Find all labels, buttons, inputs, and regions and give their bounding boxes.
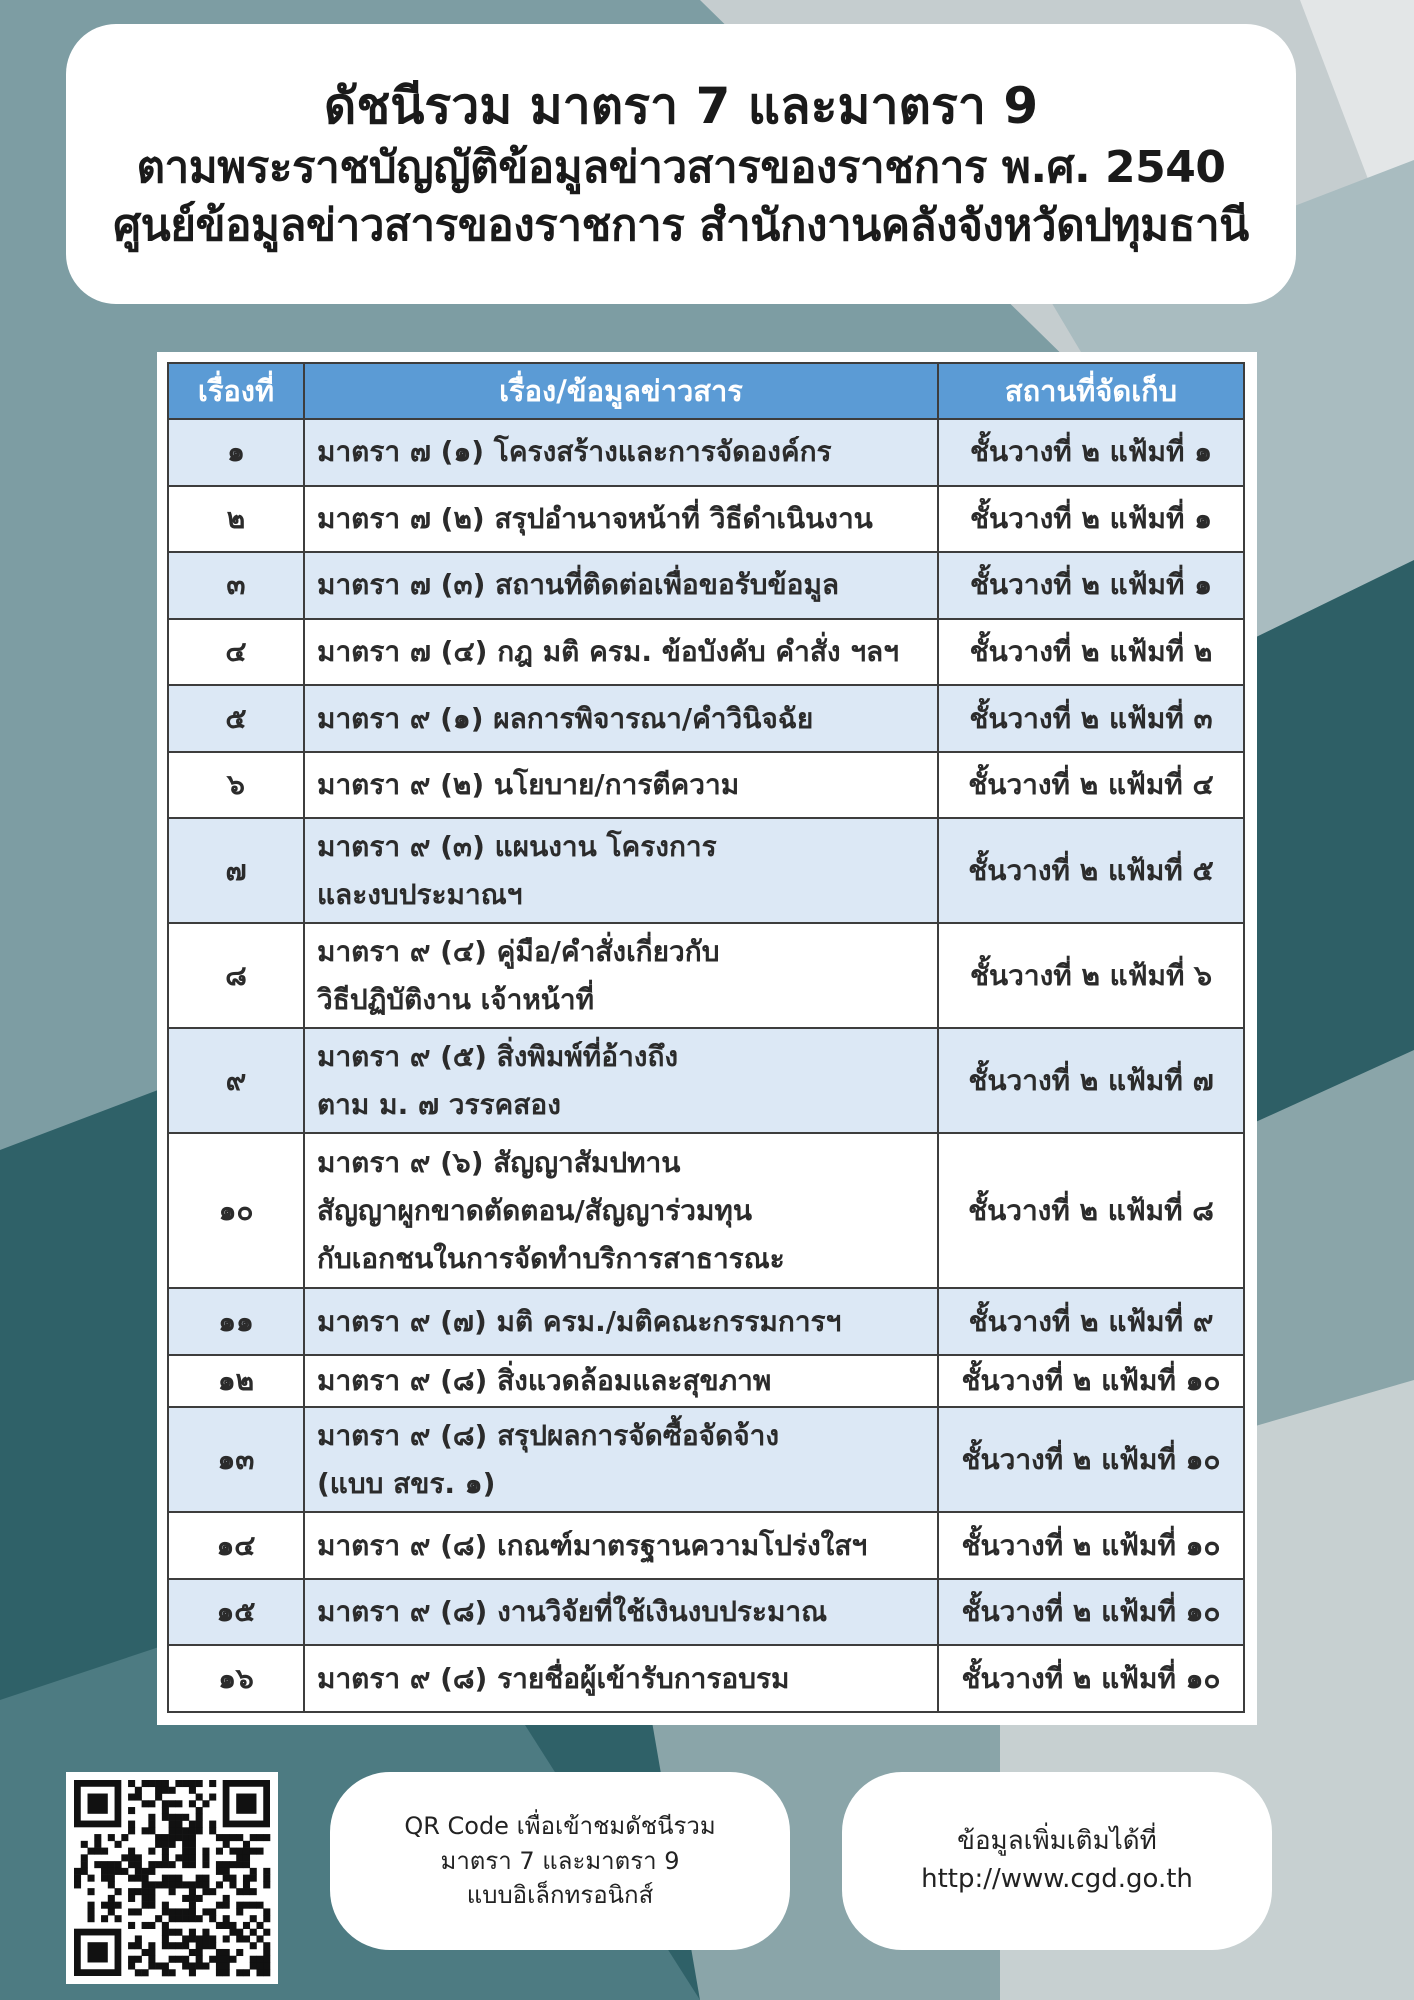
row-location: ชั้นวางที่ ๒ แฟ้มที่ ๑: [938, 419, 1244, 486]
row-topic: [304, 1028, 938, 1133]
row-location: ชั้นวางที่ ๒ แฟ้มที่ ๑๐: [938, 1512, 1244, 1579]
row-number: ๑๓: [168, 1407, 304, 1512]
qr-caption-line-2: มาตรา 7 และมาตรา 9: [440, 1846, 680, 1875]
index-table: [167, 362, 1245, 1713]
row-number: ๕: [168, 685, 304, 752]
row-number: ๗: [168, 818, 304, 923]
row-topic-line: มาตรา ๙ (๗) มติ ครม./มติคณะกรรมการฯ: [317, 1304, 842, 1338]
row-topic-line: มาตรา ๙ (๘) รายชื่อผู้เข้ารับการอบรม: [317, 1661, 790, 1695]
qr-code[interactable]: [66, 1772, 278, 1984]
row-location: ชั้นวางที่ ๒ แฟ้มที่ ๓: [938, 685, 1244, 752]
qr-code-image: [66, 1772, 278, 1984]
row-topic: [304, 1407, 938, 1512]
qr-caption-line-3: แบบอิเล็กทรอนิกส์: [466, 1881, 654, 1910]
row-topic-line: มาตรา ๙ (๕) สิ่งพิมพ์ที่อ้างถึง: [317, 1039, 679, 1073]
table-row: [168, 552, 1244, 619]
row-number: ๘: [168, 923, 304, 1028]
table-row: [168, 1133, 1244, 1288]
table-row: [168, 1407, 1244, 1512]
row-topic: [304, 818, 938, 923]
more-info-label: ข้อมูลเพิ่มเติมได้ที่: [957, 1826, 1157, 1857]
row-topic: [304, 685, 938, 752]
row-topic-line: มาตรา ๗ (๓) สถานที่ติดต่อเพื่อขอรับข้อมูล: [317, 568, 840, 602]
row-number: ๔: [168, 619, 304, 686]
row-topic: [304, 552, 938, 619]
row-number: ๒: [168, 486, 304, 553]
header-topic: เรื่อง/ข้อมูลข่าวสาร: [304, 363, 938, 419]
row-location: ชั้นวางที่ ๒ แฟ้มที่ ๒: [938, 619, 1244, 686]
row-topic: [304, 1355, 938, 1407]
row-topic-line: กับเอกชนในการจัดทำบริการสาธารณะ: [317, 1241, 785, 1275]
row-location: ชั้นวางที่ ๒ แฟ้มที่ ๑๐: [938, 1579, 1244, 1646]
row-topic-line: (แบบ สขร. ๑): [317, 1466, 496, 1500]
header-location: สถานที่จัดเก็บ: [938, 363, 1244, 419]
title-line-2: ตามพระราชบัญญัติข้อมูลข่าวสารของราชการ พ.ศ. 2540: [136, 142, 1226, 194]
more-info-card: [842, 1772, 1272, 1950]
row-number: ๑๕: [168, 1579, 304, 1646]
table-row: [168, 923, 1244, 1028]
row-topic-line: มาตรา ๙ (๓) แผนงาน โครงการ: [317, 829, 717, 863]
row-topic: [304, 1512, 938, 1579]
row-location: ชั้นวางที่ ๒ แฟ้มที่ ๑๐: [938, 1355, 1244, 1407]
more-info-link[interactable]: http://www.cgd.go.th: [921, 1864, 1193, 1894]
title-card: [66, 24, 1296, 304]
row-location: ชั้นวางที่ ๒ แฟ้มที่ ๗: [938, 1028, 1244, 1133]
row-topic-line: มาตรา ๙ (๑) ผลการพิจารณา/คำวินิจฉัย: [317, 701, 814, 735]
row-topic-line: และงบประมาณฯ: [317, 877, 523, 911]
row-number: ๑๖: [168, 1645, 304, 1712]
title-line-3: ศูนย์ข้อมูลข่าวสารของราชการ สำนักงานคลังจังหวัดปทุมธานี: [113, 199, 1249, 251]
row-topic-line: สัญญาผูกขาดตัดตอน/สัญญาร่วมทุน: [317, 1193, 753, 1227]
table-header-row: [168, 363, 1244, 419]
row-number: ๑๐: [168, 1133, 304, 1288]
table-row: [168, 818, 1244, 923]
table-row: [168, 1288, 1244, 1355]
row-number: ๖: [168, 752, 304, 819]
row-topic-line: มาตรา ๙ (๘) สิ่งแวดล้อมและสุขภาพ: [317, 1364, 772, 1398]
row-topic-line: มาตรา ๗ (๔) กฎ มติ ครม. ข้อบังคับ คำสั่ง ฯลฯ: [317, 634, 899, 668]
row-topic: [304, 486, 938, 553]
qr-caption-line-1: QR Code เพื่อเข้าชมดัชนีรวม: [404, 1811, 716, 1840]
row-topic: [304, 1133, 938, 1288]
row-number: ๓: [168, 552, 304, 619]
row-location: ชั้นวางที่ ๒ แฟ้มที่ ๖: [938, 923, 1244, 1028]
table-row: [168, 619, 1244, 686]
row-topic-line: มาตรา ๙ (๘) งานวิจัยที่ใช้เงินงบประมาณ: [317, 1595, 828, 1629]
row-topic: [304, 619, 938, 686]
row-topic-line: มาตรา ๗ (๒) สรุปอำนาจหน้าที่ วิธีดำเนินงาน: [317, 501, 873, 535]
row-topic-line: มาตรา ๗ (๑) โครงสร้างและการจัดองค์กร: [317, 435, 832, 469]
header-number: เรื่องที่: [168, 363, 304, 419]
row-location: ชั้นวางที่ ๒ แฟ้มที่ ๙: [938, 1288, 1244, 1355]
table-row: [168, 1579, 1244, 1646]
table-row: [168, 486, 1244, 553]
row-topic-line: ตาม ม. ๗ วรรคสอง: [317, 1087, 561, 1121]
row-topic-line: มาตรา ๙ (๔) คู่มือ/คำสั่งเกี่ยวกับ: [317, 934, 720, 968]
row-number: ๑๒: [168, 1355, 304, 1407]
row-topic: [304, 752, 938, 819]
row-number: ๙: [168, 1028, 304, 1133]
row-topic-line: วิธีปฏิบัติงาน เจ้าหน้าที่: [317, 982, 595, 1016]
index-table-panel: [157, 352, 1257, 1725]
row-number: ๑: [168, 419, 304, 486]
qr-caption-card: [330, 1772, 790, 1950]
row-location: ชั้นวางที่ ๒ แฟ้มที่ ๔: [938, 752, 1244, 819]
row-number: ๑๑: [168, 1288, 304, 1355]
row-topic-line: มาตรา ๙ (๖) สัญญาสัมปทาน: [317, 1145, 681, 1179]
row-location: ชั้นวางที่ ๒ แฟ้มที่ ๑: [938, 552, 1244, 619]
table-row: [168, 419, 1244, 486]
row-topic: [304, 1288, 938, 1355]
row-location: ชั้นวางที่ ๒ แฟ้มที่ ๑๐: [938, 1645, 1244, 1712]
row-topic: [304, 923, 938, 1028]
row-topic: [304, 1579, 938, 1646]
title-line-1: ดัชนีรวม มาตรา 7 และมาตรา 9: [323, 77, 1039, 136]
table-row: [168, 752, 1244, 819]
table-row: [168, 1512, 1244, 1579]
row-topic: [304, 1645, 938, 1712]
table-row: [168, 1355, 1244, 1407]
row-topic-line: มาตรา ๙ (๒) นโยบาย/การตีความ: [317, 768, 740, 802]
row-location: ชั้นวางที่ ๒ แฟ้มที่ ๑: [938, 486, 1244, 553]
row-location: ชั้นวางที่ ๒ แฟ้มที่ ๑๐: [938, 1407, 1244, 1512]
row-location: ชั้นวางที่ ๒ แฟ้มที่ ๕: [938, 818, 1244, 923]
row-topic: [304, 419, 938, 486]
row-number: ๑๔: [168, 1512, 304, 1579]
table-row: [168, 685, 1244, 752]
row-topic-line: มาตรา ๙ (๘) สรุปผลการจัดซื้อจัดจ้าง: [317, 1418, 780, 1452]
row-topic-line: มาตรา ๙ (๘) เกณฑ์มาตรฐานความโปร่งใสฯ: [317, 1528, 868, 1562]
table-row: [168, 1645, 1244, 1712]
row-location: ชั้นวางที่ ๒ แฟ้มที่ ๘: [938, 1133, 1244, 1288]
table-row: [168, 1028, 1244, 1133]
